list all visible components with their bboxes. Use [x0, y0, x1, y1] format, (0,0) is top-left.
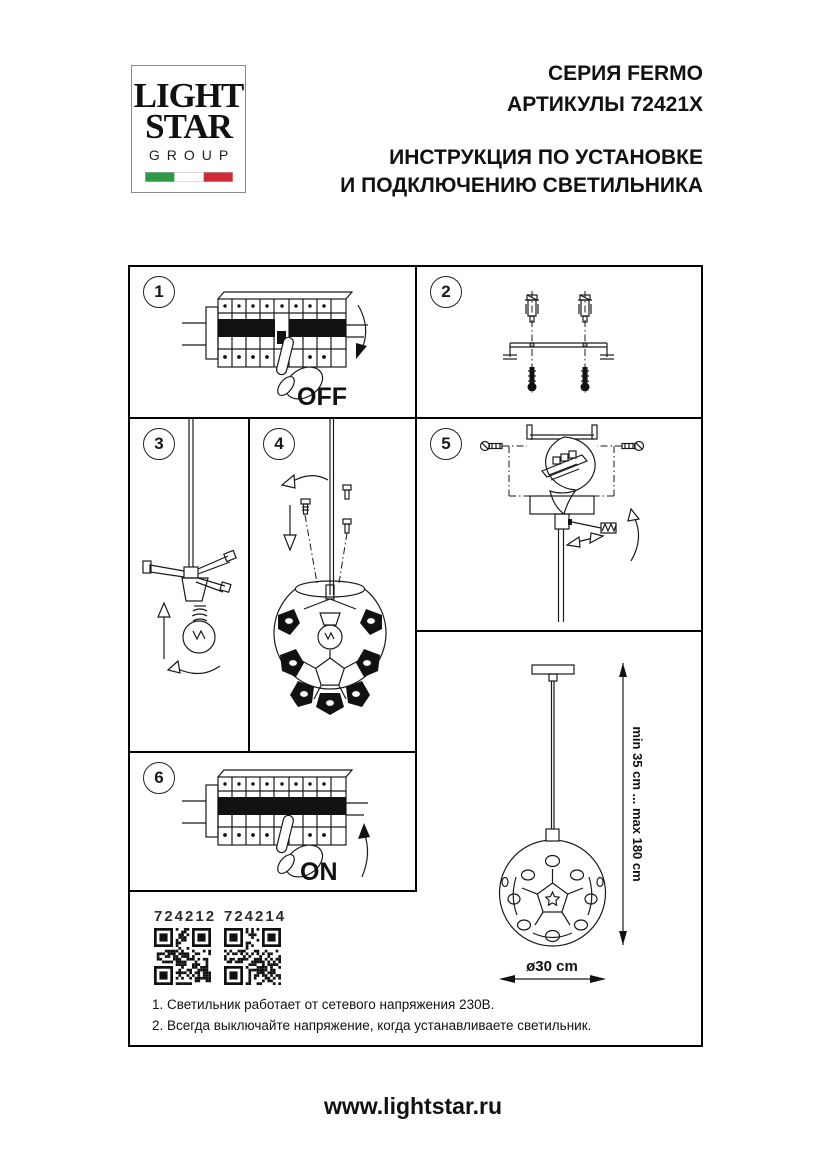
terminal-detail-balloon: [542, 437, 595, 514]
qr-code: [224, 928, 281, 985]
instruction-grid: [128, 265, 703, 1047]
switch-down-arrow-icon: [356, 305, 367, 359]
step-number-badge: 6: [143, 762, 175, 794]
up-arrow-icon: [158, 603, 170, 659]
qr-section: [130, 892, 417, 992]
lightstar-logo: [131, 65, 246, 193]
down-arrow-icon: [284, 505, 296, 550]
screw-icon: [528, 367, 537, 392]
step-number-badge: 4: [263, 428, 295, 460]
article-number-label: 724212: [154, 908, 217, 925]
off-label: OFF: [297, 383, 347, 411]
step-panel-6: [130, 753, 417, 892]
shade-assembly-diagram: [250, 419, 415, 751]
screw-icon: [481, 442, 503, 451]
step-panel-1: [130, 267, 417, 419]
step-number-badge: 3: [143, 428, 175, 460]
step-panel-2: [417, 267, 703, 419]
mounting-bracket-diagram: [417, 267, 701, 417]
light-bulb-icon: [183, 606, 215, 653]
step-number-badge: 1: [143, 276, 175, 308]
instruction-title-line2: И ПОДКЛЮЧЕНИЮ СВЕТИЛЬНИКА: [340, 174, 703, 197]
note-line: 2. Всегда выключайте напряжение, когда устанавливаете светильник.: [152, 1018, 592, 1033]
diameter-label: ø30 cm: [526, 958, 578, 975]
series-title: СЕРИЯ FERMO: [547, 62, 703, 85]
rotate-arrow-icon: [168, 661, 220, 674]
article-number-label: 724214: [224, 908, 287, 925]
screw-icon: [581, 367, 590, 392]
grub-screw-spring-icon: [572, 522, 616, 533]
safety-notes: [152, 994, 687, 1036]
circuit-breaker-on-diagram: [182, 765, 387, 890]
header-series-block: [507, 58, 703, 120]
note-line: 1. Светильник работает от сетевого напряжения 230В.: [152, 997, 495, 1012]
logo-word-star: STAR: [145, 107, 232, 146]
circuit-breaker-off-diagram: [182, 287, 387, 415]
step-number-badge: 2: [430, 276, 462, 308]
screw-icon: [622, 442, 644, 451]
height-dimension-line: [619, 663, 627, 945]
height-range-label: min 35 cm ... max 180 cm: [630, 726, 645, 882]
step-number-badge: 5: [430, 428, 462, 460]
logo-word-light: LIGHT: [133, 76, 244, 115]
instruction-title-line1: ИНСТРУКЦИЯ ПО УСТАНОВКЕ: [389, 146, 703, 169]
soccer-ball-shade-icon: [274, 581, 386, 715]
articles-title: АРТИКУЛЫ 72421X: [507, 93, 703, 116]
screw-icon: [343, 485, 351, 533]
header-instruction-title: [340, 144, 703, 200]
step-panel-3: [130, 419, 250, 753]
qr-code: [154, 928, 211, 985]
mounting-bar-icon: [503, 343, 614, 359]
rotate-arrow-icon: [628, 509, 639, 561]
switch-up-arrow-icon: [358, 823, 370, 877]
pendant-shade-icon: [500, 840, 606, 946]
italian-flag-icon: [145, 172, 233, 182]
step-panel-5: [417, 419, 703, 632]
on-label: ON: [300, 858, 338, 886]
bulb-installation-diagram: [130, 419, 248, 751]
dimension-drawing: [417, 635, 703, 985]
canopy-mounting-diagram: [417, 419, 701, 630]
step-panel-4: [250, 419, 417, 753]
website-url: www.lightstar.ru: [323, 1093, 503, 1119]
screw-icon: [301, 499, 310, 514]
diameter-dimension-line: [499, 975, 606, 983]
adjust-double-arrow-icon: [567, 533, 603, 547]
logo-word-group: GROUP: [148, 147, 236, 163]
rotate-arrow-icon: [282, 475, 328, 488]
